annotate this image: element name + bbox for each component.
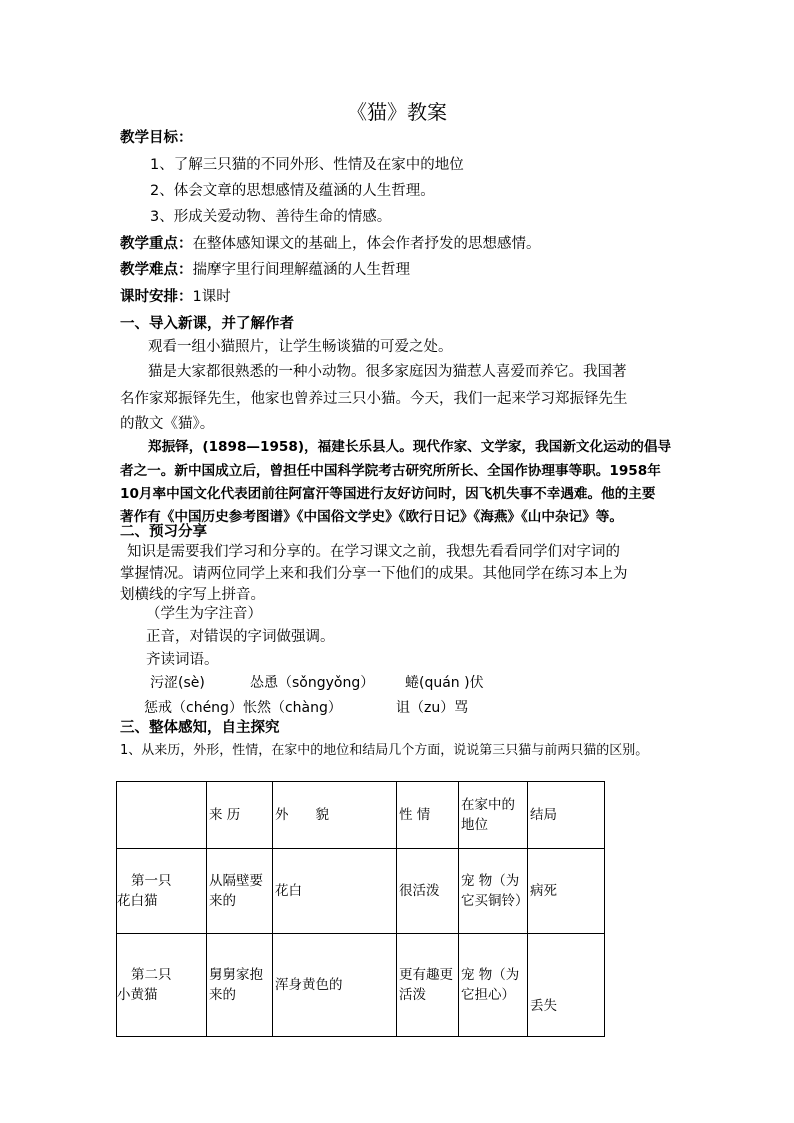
- table-header-cell: 结局: [528, 782, 605, 849]
- section1-paragraph-line: 猫是大家都很熟悉的一种小动物。很多家庭因为猫惹人喜爱而养它。我国著: [148, 364, 627, 380]
- section1-paragraph-line: 名作家郑振铎先生，他家也曾养过三只小猫。今天，我们一起来学习郑振铎先生: [120, 391, 628, 407]
- section3-heading: 三、整体感知，自主探究: [120, 720, 280, 736]
- section2-paragraph-line: 掌握情况。请两位同学上来和我们分享一下他们的成果。其他同学在练习本上为: [120, 566, 628, 582]
- ending-cell: 病死: [528, 849, 605, 934]
- pinyin-word: 污涩(sè): [150, 675, 205, 691]
- author-bio-line: 郑振铎，(1898—1958)，福建长乐县人。现代作家、文学家，我国新文化运动的倡导: [148, 439, 672, 455]
- cat-name-cell: [117, 934, 207, 1037]
- section2-heading: 二、预习分享: [120, 524, 207, 540]
- table-row: [117, 934, 605, 1037]
- goal-item: 2、体会文章的思想感情及蕴涵的人生哲理。: [150, 183, 435, 199]
- section1-heading: 一、导入新课，并了解作者: [120, 316, 294, 332]
- cat-comparison-table: [116, 781, 605, 1037]
- author-bio-line: 著作有《中国历史参考图谱》《中国俗文学史》《欧行日记》《海燕》《山中杂记》等。: [120, 509, 623, 525]
- ending-cell: 丢失: [528, 934, 605, 1037]
- cat-name-line: 第一只: [131, 873, 172, 889]
- pinyin-word: 怂恿（sǒngyǒng）: [250, 675, 375, 691]
- table-row: [117, 849, 605, 934]
- step-line: 齐读词语。: [146, 652, 219, 668]
- schedule-label: 课时安排：: [120, 289, 193, 305]
- key-point-text: 在整体感知课文的基础上，体会作者抒发的思想感情。: [192, 236, 541, 252]
- author-bio-line: 10月率中国文化代表团前往阿富汗等国进行友好访问时，因飞机失事不幸遇难。他的主要: [120, 486, 656, 502]
- table-header-cell: [117, 782, 207, 849]
- goal-item: 3、形成关爱动物、善待生命的情感。: [150, 209, 392, 225]
- appearance-cell: 花白: [273, 849, 397, 934]
- difficulty-label: 教学难点：: [120, 262, 193, 278]
- pinyin-word: 惩戒（chéng）怅然（chàng）: [144, 700, 342, 716]
- table-header-row: [117, 782, 605, 849]
- key-point-line: [120, 234, 541, 254]
- page-title: 《猫》教案: [347, 100, 447, 124]
- table-header-cell: 外 貌: [273, 782, 397, 849]
- pinyin-word: 蜷(quán )伏: [405, 675, 484, 691]
- status-cell: 宠 物（为它担心）: [459, 934, 528, 1037]
- appearance-cell: 浑身黄色的: [273, 934, 397, 1037]
- schedule-line: [120, 287, 231, 307]
- cat-name-line: 小黄猫: [117, 987, 158, 1003]
- table-header-cell: 性 情: [397, 782, 459, 849]
- cat-name-cell: [117, 849, 207, 934]
- section2-paragraph-line: 划横线的字写上拼音。: [120, 587, 265, 603]
- cat-name-line: 第二只: [131, 967, 172, 983]
- difficulty-line: [120, 260, 410, 280]
- step-line: （学生为字注音）: [146, 606, 262, 622]
- cat-name-line: 花白猫: [117, 893, 158, 909]
- difficulty-text: 揣摩字里行间理解蕴涵的人生哲理: [192, 262, 410, 278]
- status-cell: 宠 物（为它买铜铃）: [459, 849, 528, 934]
- section3-question: 1、从来历，外形，性情，在家中的地位和结局几个方面，说说第三只猫与前两只猫的区别。: [120, 743, 649, 758]
- author-bio-line: 者之一。新中国成立后，曾担任中国科学院考古研究所所长、全国作协理事等职。1958年: [120, 463, 661, 479]
- temper-cell: 更有趣更活泼: [397, 934, 459, 1037]
- pinyin-word: 诅（zu）骂: [396, 700, 469, 716]
- section1-paragraph: 观看一组小猫照片，让学生畅谈猫的可爱之处。: [148, 339, 453, 355]
- schedule-text: 1课时: [192, 289, 231, 305]
- step-line: 正音，对错误的字词做强调。: [146, 629, 335, 645]
- key-point-label: 教学重点：: [120, 236, 193, 252]
- origin-cell: 舅舅家抱来的: [207, 934, 273, 1037]
- table-header-cell: 在家中的地位: [459, 782, 528, 849]
- origin-cell: 从隔壁要来的: [207, 849, 273, 934]
- section1-paragraph-line: 的散文《猫》。: [120, 416, 215, 432]
- temper-cell: 很活泼: [397, 849, 459, 934]
- goal-item: 1、了解三只猫的不同外形、性情及在家中的地位: [150, 157, 464, 173]
- table-header-cell: 来 历: [207, 782, 273, 849]
- goals-label: 教学目标：: [120, 130, 193, 146]
- section2-paragraph-line: 知识是需要我们学习和分享的。在学习课文之前，我想先看看同学们对字词的: [127, 544, 620, 560]
